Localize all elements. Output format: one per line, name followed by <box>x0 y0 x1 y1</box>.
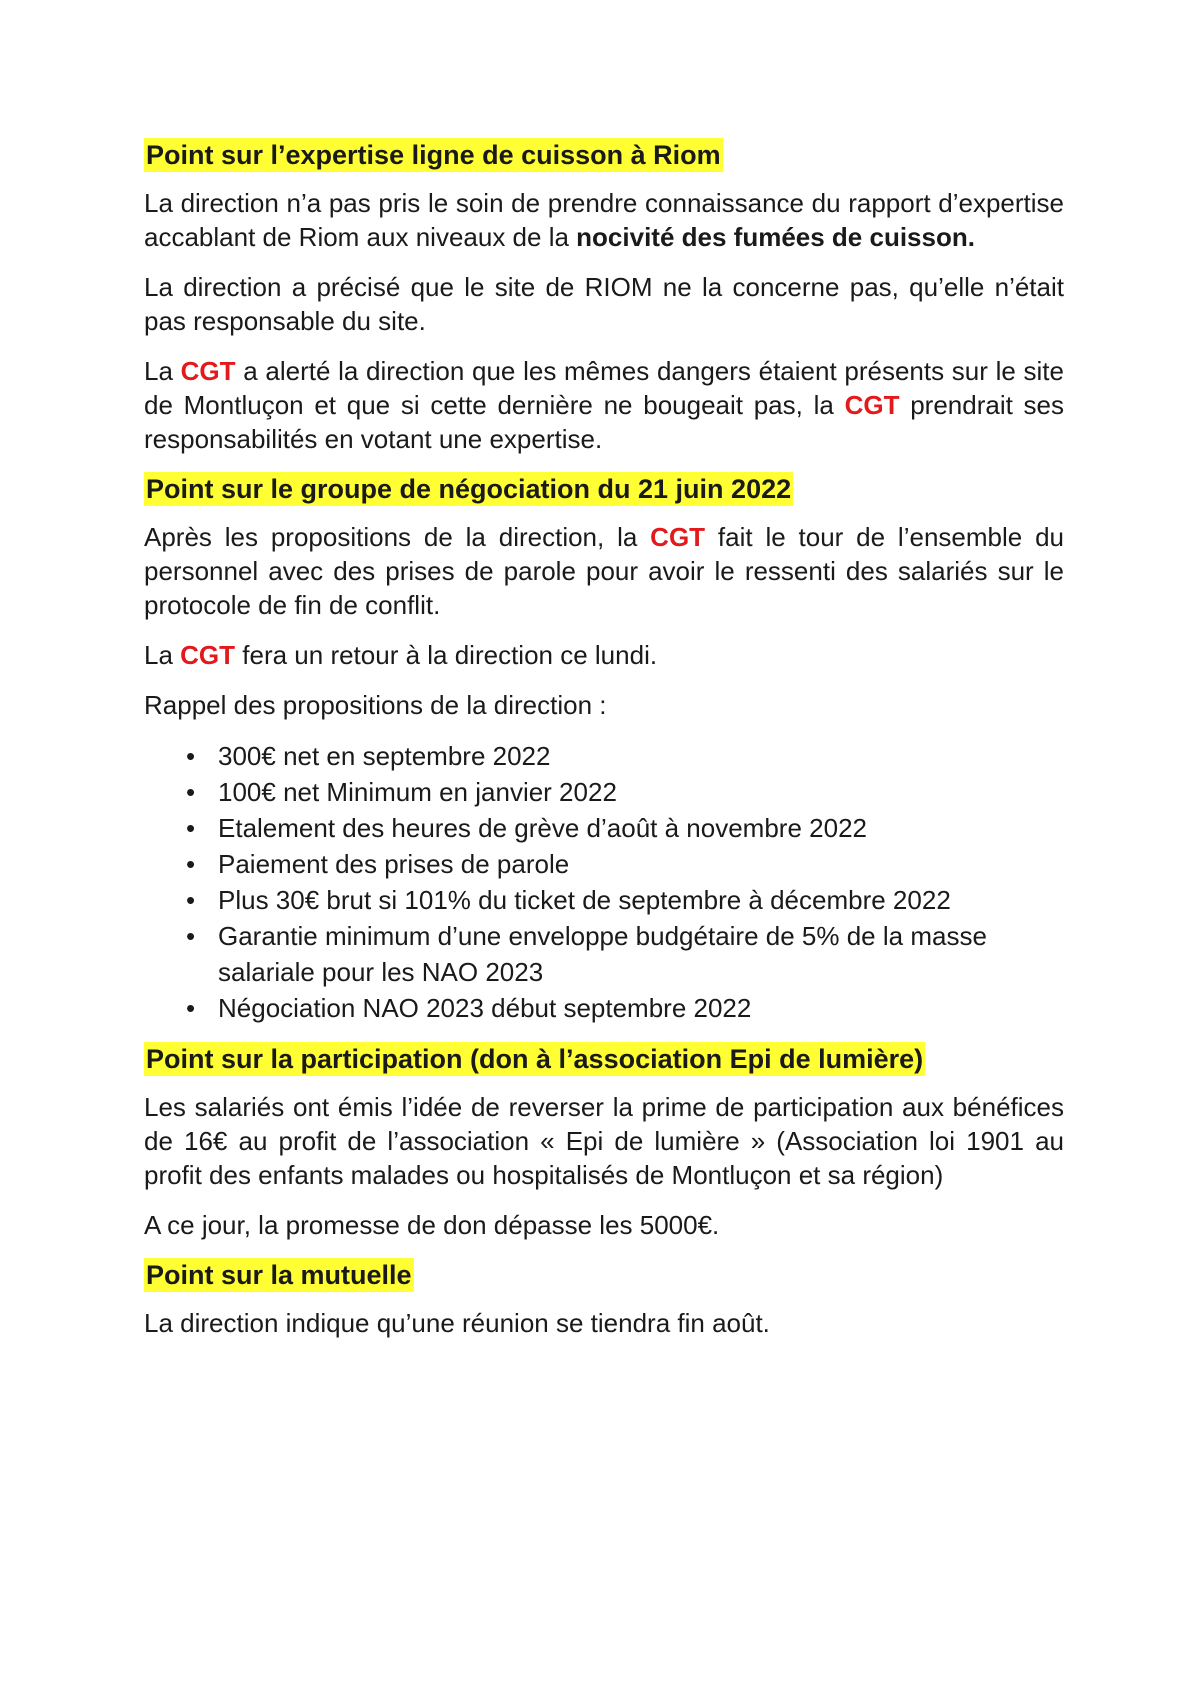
list-item <box>144 774 1064 810</box>
list-item <box>144 846 1064 882</box>
bullet-icon: • <box>186 777 196 807</box>
paragraph-text: fera un retour à la direction ce lundi. <box>235 640 658 670</box>
section-mutuelle <box>144 1258 1064 1340</box>
section-participation <box>144 1042 1064 1242</box>
paragraph-text: a alerté la direction que les mêmes dangers étaient présents sur le site de Montluçon et que si cette dernière ne bougeait pas, la <box>144 356 1064 420</box>
section-heading-mutuelle: Point sur la mutuelle <box>146 1260 412 1290</box>
list-item <box>144 810 1064 846</box>
paragraph-text: La <box>144 640 181 670</box>
paragraph-text: Après les propositions de la direction, la <box>144 522 651 552</box>
list-item-text: Paiement des prises de parole <box>218 849 570 879</box>
paragraph-rappel: Rappel des propositions de la direction : <box>144 690 607 720</box>
list-item-text: 100€ net Minimum en janvier 2022 <box>218 777 617 807</box>
list-item <box>144 918 1064 990</box>
paragraph-rapport <box>144 186 1064 254</box>
bullet-icon: • <box>186 813 196 843</box>
cgt-label: CGT <box>180 640 236 670</box>
list-item-text: Etalement des heures de grève d’août à novembre 2022 <box>218 813 867 843</box>
emphasis-text: nocivité des fumées de cuisson. <box>576 222 975 252</box>
paragraph-participation: Les salariés ont émis l’idée de reverser la prime de participation aux bénéfices de 16€ au profit de l’association « Epi de lumière » (Association loi 1901 au profit des enfants malades ou hospitalisés de Montluçon et sa région) <box>144 1092 1064 1190</box>
paragraph-promesse: A ce jour, la promesse de don dépasse les 5000€. <box>144 1210 720 1240</box>
paragraph-text: La direction n’a pas pris le soin de prendre connaissance du rapport d’expertise accablant de Riom aux niveaux de la <box>144 188 1064 252</box>
list-item-text: Négociation NAO 2023 début septembre 2022 <box>218 993 752 1023</box>
paragraph-riom: La direction a précisé que le site de RIOM ne la concerne pas, qu’elle n’était pas responsable du site. <box>144 272 1064 336</box>
bullet-icon: • <box>186 849 196 879</box>
bullet-icon: • <box>186 741 196 771</box>
paragraph-propositions <box>144 520 1064 622</box>
cgt-label: CGT <box>180 356 236 386</box>
bullet-icon: • <box>186 885 196 915</box>
section-negociation <box>144 472 1064 1026</box>
section-heading-expertise: Point sur l’expertise ligne de cuisson à Riom <box>146 140 721 170</box>
paragraph-text: prendrait ses responsabilités en votant une expertise. <box>144 390 1065 454</box>
cgt-label: CGT <box>844 390 900 420</box>
section-heading-negociation: Point sur le groupe de négociation du 21 juin 2022 <box>146 474 792 504</box>
section-expertise <box>144 138 1064 456</box>
list-item <box>144 882 1064 918</box>
document-page <box>144 138 1064 1356</box>
bullet-icon: • <box>186 993 196 1023</box>
paragraph-mutuelle: La direction indique qu’une réunion se tiendra fin août. <box>144 1308 770 1338</box>
propositions-list <box>144 738 1064 1026</box>
paragraph-retour <box>144 638 1064 672</box>
paragraph-cgt-alert <box>144 354 1064 456</box>
paragraph-text: La <box>144 356 181 386</box>
cgt-label: CGT <box>650 522 706 552</box>
list-item-text: 300€ net en septembre 2022 <box>218 741 551 771</box>
list-item-text: Garantie minimum d’une enveloppe budgétaire de 5% de la masse salariale pour les NAO 2023 <box>218 921 987 987</box>
bullet-icon: • <box>186 921 196 951</box>
paragraph-text: fait le tour de l’ensemble du personnel avec des prises de parole pour avoir le ressenti des salariés sur le protocole de fin de conflit. <box>144 522 1064 620</box>
section-heading-participation: Point sur la participation (don à l’association Epi de lumière) <box>146 1044 924 1074</box>
list-item <box>144 990 1064 1026</box>
list-item <box>144 738 1064 774</box>
list-item-text: Plus 30€ brut si 101% du ticket de septembre à décembre 2022 <box>218 885 951 915</box>
